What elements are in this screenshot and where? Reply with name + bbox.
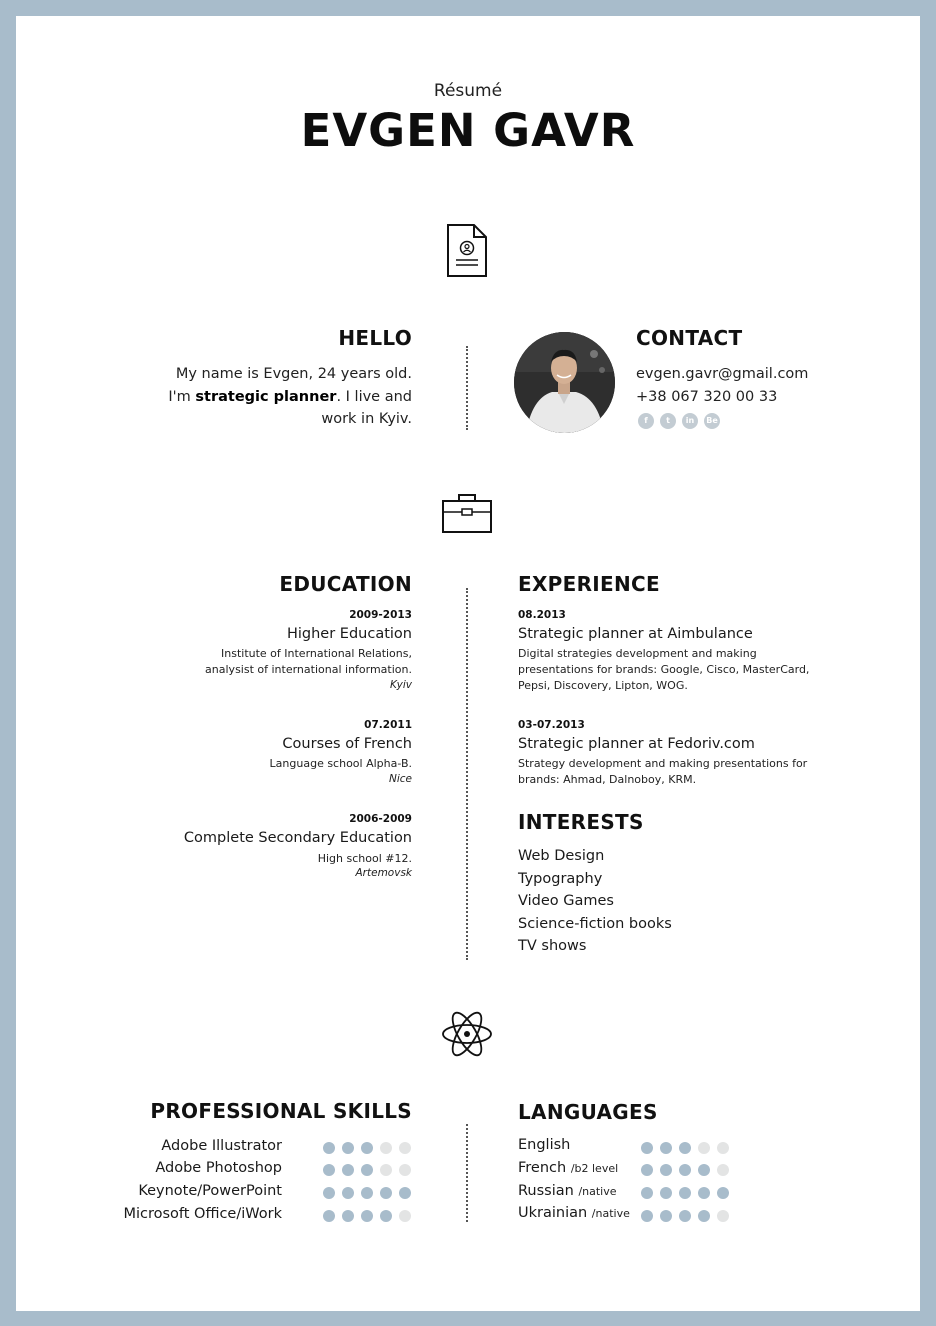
language-name bbox=[518, 1160, 638, 1176]
divider-dotted bbox=[466, 588, 468, 960]
rating-dot bbox=[641, 1164, 653, 1176]
rating-dot bbox=[717, 1187, 729, 1199]
linkedin-icon[interactable]: in bbox=[682, 413, 698, 429]
hello-text bbox=[112, 363, 412, 431]
rating-dot bbox=[660, 1187, 672, 1199]
rating-dot bbox=[342, 1187, 354, 1199]
atom-icon bbox=[440, 1007, 494, 1061]
language-note: /native bbox=[578, 1185, 617, 1198]
skills-title: PROFESSIONAL SKILLS bbox=[150, 1099, 412, 1123]
rating-dot bbox=[399, 1142, 411, 1154]
rating-dot bbox=[698, 1210, 710, 1222]
language-note: /native bbox=[591, 1207, 630, 1220]
exp-desc: brands: Ahmad, Dalnoboy, KRM. bbox=[518, 773, 697, 786]
avatar-photo bbox=[514, 332, 615, 433]
hello-title: HELLO bbox=[338, 326, 412, 350]
rating-dot bbox=[698, 1164, 710, 1176]
exp-date: 08.2013 bbox=[518, 609, 566, 621]
rating-dot bbox=[698, 1142, 710, 1154]
edu-date: 2009-2013 bbox=[349, 609, 412, 621]
rating-dot bbox=[717, 1210, 729, 1222]
edu-desc: High school #12. bbox=[317, 852, 412, 865]
exp-desc: presentations for brands: Google, Cisco, MasterCard, bbox=[518, 663, 810, 676]
edu-desc: Language school Alpha-B. bbox=[269, 757, 412, 770]
exp-desc: Strategy development and making presentations for bbox=[518, 757, 808, 770]
avatar bbox=[514, 332, 615, 433]
rating-dot bbox=[380, 1164, 392, 1176]
edu-place: Kyiv bbox=[390, 679, 412, 691]
twitter-icon[interactable]: t bbox=[660, 413, 676, 429]
experience-title: EXPERIENCE bbox=[518, 572, 660, 596]
rating-dot bbox=[361, 1164, 373, 1176]
rating-dot bbox=[641, 1142, 653, 1154]
exp-desc: Digital strategies development and making bbox=[518, 647, 757, 660]
languages-title: LANGUAGES bbox=[518, 1100, 658, 1124]
rating-dot bbox=[323, 1187, 335, 1199]
document-icon bbox=[446, 224, 488, 278]
interest-item: TV shows bbox=[518, 938, 587, 954]
hello-line-2-pre: I'm bbox=[168, 388, 196, 405]
hello-line-1: My name is Evgen, 24 years old. bbox=[175, 366, 412, 382]
rating-dot bbox=[399, 1210, 411, 1222]
exp-date: 03-07.2013 bbox=[518, 719, 585, 731]
edu-desc: Institute of International Relations, bbox=[221, 647, 412, 660]
rating-dot bbox=[380, 1187, 392, 1199]
rating-dot bbox=[399, 1187, 411, 1199]
skill-name: Microsoft Office/iWork bbox=[123, 1206, 282, 1222]
rating-dot bbox=[717, 1142, 729, 1154]
interest-item: Typography bbox=[518, 871, 603, 887]
education-title: EDUCATION bbox=[279, 572, 412, 596]
rating-dot bbox=[717, 1164, 729, 1176]
rating-dot bbox=[679, 1187, 691, 1199]
resume-label: Résumé bbox=[433, 81, 503, 101]
rating-dot bbox=[641, 1187, 653, 1199]
language-name bbox=[518, 1205, 638, 1221]
rating-dot bbox=[399, 1164, 411, 1176]
rating-dot bbox=[679, 1164, 691, 1176]
contact-title: CONTACT bbox=[636, 326, 743, 350]
exp-title: Strategic planner at Fedoriv.com bbox=[518, 736, 755, 752]
behance-icon[interactable]: Be bbox=[704, 413, 720, 429]
rating-dot bbox=[698, 1187, 710, 1199]
briefcase-icon bbox=[442, 493, 492, 533]
interest-item: Video Games bbox=[518, 893, 614, 909]
edu-date: 2006-2009 bbox=[349, 813, 412, 825]
rating-dot bbox=[361, 1210, 373, 1222]
rating-dot bbox=[660, 1164, 672, 1176]
hello-line-2 bbox=[112, 386, 412, 409]
edu-title: Courses of French bbox=[282, 736, 412, 752]
hello-line-3: work in Kyiv. bbox=[321, 411, 412, 427]
rating-dot bbox=[361, 1187, 373, 1199]
edu-place: Nice bbox=[388, 773, 412, 785]
language-name bbox=[518, 1137, 638, 1153]
edu-desc: analysist of international information. bbox=[205, 663, 412, 676]
resume-name: EVGEN GAVR bbox=[300, 104, 636, 157]
interest-item: Web Design bbox=[518, 848, 605, 864]
language-label: Ukrainian bbox=[518, 1205, 588, 1221]
skill-name: Adobe Illustrator bbox=[161, 1138, 282, 1154]
rating-dot bbox=[380, 1142, 392, 1154]
contact-email[interactable]: evgen.gavr@gmail.com bbox=[636, 366, 809, 382]
rating-dot bbox=[679, 1142, 691, 1154]
rating-dot bbox=[342, 1142, 354, 1154]
language-note: /b2 level bbox=[570, 1162, 619, 1175]
rating-dot bbox=[323, 1142, 335, 1154]
hello-role: strategic planner bbox=[195, 388, 337, 405]
rating-dot bbox=[323, 1210, 335, 1222]
language-name bbox=[518, 1183, 638, 1199]
contact-phone[interactable]: +38 067 320 00 33 bbox=[636, 389, 778, 405]
language-label: French bbox=[518, 1160, 567, 1176]
edu-place: Artemovsk bbox=[355, 867, 412, 879]
edu-date: 07.2011 bbox=[364, 719, 412, 731]
rating-dot bbox=[641, 1210, 653, 1222]
rating-dot bbox=[660, 1142, 672, 1154]
hello-line-2-post: . I live and bbox=[336, 388, 412, 405]
rating-dot bbox=[361, 1142, 373, 1154]
skill-name: Adobe Photoshop bbox=[155, 1160, 282, 1176]
skill-name: Keynote/PowerPoint bbox=[138, 1183, 282, 1199]
exp-desc: Pepsi, Discovery, Lipton, WOG. bbox=[518, 679, 688, 692]
rating-dot bbox=[342, 1164, 354, 1176]
edu-title: Higher Education bbox=[286, 626, 412, 642]
facebook-icon[interactable]: f bbox=[638, 413, 654, 429]
rating-dot bbox=[679, 1210, 691, 1222]
interests-title: INTERESTS bbox=[518, 810, 644, 834]
divider-dotted bbox=[466, 346, 468, 430]
rating-dot bbox=[660, 1210, 672, 1222]
rating-dot bbox=[342, 1210, 354, 1222]
exp-title: Strategic planner at Aimbulance bbox=[518, 626, 753, 642]
language-label: Russian bbox=[518, 1183, 574, 1199]
edu-title: Complete Secondary Education bbox=[183, 830, 412, 846]
rating-dot bbox=[380, 1210, 392, 1222]
divider-dotted bbox=[466, 1124, 468, 1222]
interest-item: Science-fiction books bbox=[518, 916, 672, 932]
rating-dot bbox=[323, 1164, 335, 1176]
language-label: English bbox=[518, 1137, 571, 1153]
